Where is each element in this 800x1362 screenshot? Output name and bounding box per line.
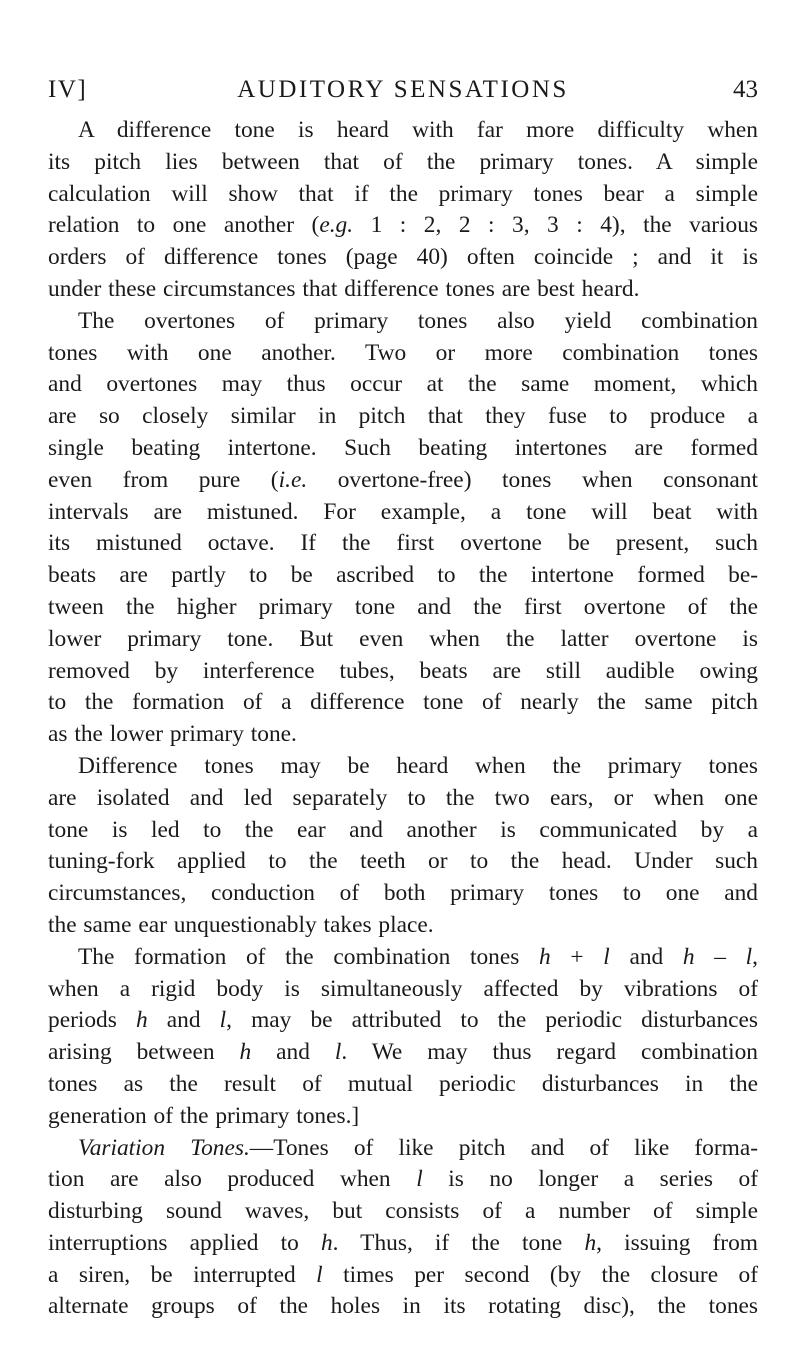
- text-segment: a siren, be interrupted: [48, 1261, 317, 1288]
- text-line: [48, 433, 758, 465]
- text-segment: removed by interference tubes, beats are still audible owing: [48, 657, 758, 684]
- italic-segment: l: [745, 943, 753, 970]
- text-line: [48, 783, 758, 815]
- text-line: [48, 497, 758, 529]
- text-segment: circumstances, conduction of both primary tones to one and: [48, 880, 758, 907]
- italic-segment: h: [239, 1039, 252, 1066]
- text-segment: and overtones may thus occur at the same moment, which: [48, 371, 758, 398]
- text-segment: tion are also produced when: [48, 1166, 417, 1193]
- text-line: [48, 846, 758, 878]
- text-segment: relation to one another (: [48, 212, 320, 239]
- text-segment: Difference tones may be heard when the primary tones: [78, 752, 758, 779]
- text-line: [48, 528, 758, 560]
- text-segment: periods: [48, 1007, 136, 1034]
- italic-segment: i.e.: [278, 466, 308, 493]
- text-segment: to the formation of a difference tone of nearly the same pitch: [48, 689, 758, 716]
- text-segment: overtone-free) tones when consonant: [307, 466, 758, 493]
- text-line: [48, 115, 758, 147]
- text-line: [48, 274, 758, 306]
- italic-segment: l: [603, 943, 610, 970]
- text-line: [48, 592, 758, 624]
- italic-segment: Variation Tones.: [78, 1134, 250, 1161]
- text-line: [48, 687, 758, 719]
- text-line: [48, 1069, 758, 1101]
- text-line: [48, 210, 758, 242]
- running-title: AUDITORY SENSATIONS: [237, 76, 569, 103]
- italic-segment: l: [219, 1007, 227, 1034]
- text-segment: intervals are mistuned. For example, a tone will beat with: [48, 498, 758, 525]
- text-line: [48, 560, 758, 592]
- italic-segment: h: [682, 943, 695, 970]
- text-segment: tuning-fork applied to the teeth or to the head. Under such: [48, 848, 758, 875]
- text-line: [48, 1228, 758, 1260]
- text-segment: tones as the result of mutual periodic disturbances in the: [48, 1070, 758, 1097]
- text-segment: and: [251, 1039, 335, 1066]
- body-text: [48, 115, 758, 1323]
- text-segment: generation of the primary tones.]: [48, 1102, 360, 1129]
- text-segment: under these circumstances that difference tones are best heard.: [48, 275, 640, 302]
- text-line: [48, 242, 758, 274]
- text-segment: the same ear unquestionably takes place.: [48, 911, 434, 938]
- text-segment: , may be attributed to the periodic disturbances: [226, 1007, 759, 1034]
- text-line: [48, 878, 758, 910]
- text-line: [48, 815, 758, 847]
- text-segment: beats are partly to be ascribed to the intertone formed be-: [48, 562, 758, 589]
- text-segment: are so closely similar in pitch that they fuse to produce a: [48, 403, 758, 430]
- text-line: [48, 1005, 758, 1037]
- text-line: [48, 369, 758, 401]
- text-segment: tone is led to the ear and another is communicated by a: [48, 816, 758, 843]
- text-line: [48, 624, 758, 656]
- text-line: [48, 1291, 758, 1323]
- text-segment: , issuing from: [596, 1229, 758, 1256]
- italic-segment: h: [320, 1229, 333, 1256]
- text-segment: ,: [752, 943, 758, 970]
- text-segment: its pitch lies between that of the primary tones. A simple: [48, 148, 758, 175]
- italic-segment: h: [539, 943, 551, 970]
- text-line: [48, 147, 758, 179]
- text-segment: as the lower primary tone.: [48, 721, 297, 748]
- text-line: [48, 719, 758, 751]
- italic-segment: l: [316, 1261, 323, 1288]
- text-segment: interruptions applied to: [48, 1229, 321, 1256]
- text-line: [48, 465, 758, 497]
- text-segment: are isolated and led separately to the two ears, or when one: [48, 784, 758, 811]
- running-header: [48, 76, 758, 116]
- text-segment: lower primary tone. But even when the latter overtone is: [48, 625, 758, 652]
- text-segment: The formation of the combination tones: [78, 943, 540, 970]
- text-line: [48, 1196, 758, 1228]
- text-segment: The overtones of primary tones also yield combination: [78, 307, 758, 334]
- text-segment: even from pure (: [48, 466, 279, 493]
- text-segment: alternate groups of the holes in its rotating disc), the tones: [48, 1293, 758, 1320]
- italic-segment: h: [135, 1007, 148, 1034]
- text-line: [48, 1133, 758, 1165]
- text-segment: tones with one another. Two or more combination tones: [48, 339, 758, 366]
- text-line: [48, 1164, 758, 1196]
- text-segment: A difference tone is heard with far more difficulty when: [78, 117, 758, 143]
- italic-segment: l: [416, 1166, 423, 1193]
- text-segment: when a rigid body is simultaneously affected by vibrations of: [48, 975, 758, 1002]
- text-segment: arising between: [48, 1039, 240, 1066]
- italic-segment: h: [584, 1229, 597, 1256]
- text-segment: disturbing sound waves, but consists of a number of simple: [48, 1198, 758, 1225]
- text-segment: tween the higher primary tone and the first overtone of the: [48, 593, 758, 620]
- text-line: [48, 751, 758, 783]
- text-segment: –: [694, 943, 746, 970]
- text-segment: and: [609, 943, 683, 970]
- italic-segment: e.g.: [319, 212, 354, 239]
- text-line: [48, 1101, 758, 1133]
- italic-segment: l: [334, 1039, 342, 1066]
- text-line: [48, 1037, 758, 1069]
- page-number: 43: [733, 76, 758, 103]
- text-segment: +: [550, 943, 604, 970]
- text-line: [48, 401, 758, 433]
- text-segment: orders of difference tones (page 40) often coincide ; and it is: [48, 244, 758, 271]
- text-segment: is no longer a series of: [422, 1166, 758, 1193]
- text-segment: times per second (by the closure of: [322, 1261, 758, 1288]
- text-segment: and: [147, 1007, 220, 1034]
- text-line: [48, 306, 758, 338]
- text-segment: single beating intertone. Such beating intertones are formed: [48, 434, 758, 461]
- text-line: [48, 910, 758, 942]
- text-line: [48, 1260, 758, 1292]
- text-segment: calculation will show that if the primary tones bear a simple: [48, 180, 758, 207]
- text-line: [48, 656, 758, 688]
- text-segment: —Tones of like pitch and of like forma-: [249, 1134, 758, 1161]
- text-line: [48, 974, 758, 1006]
- text-segment: its mistuned octave. If the first overtone be present, such: [48, 530, 758, 557]
- text-segment: . We may thus regard combination: [341, 1039, 758, 1066]
- text-line: [48, 179, 758, 211]
- text-segment: 1 : 2, 2 : 3, 3 : 4), the various: [353, 212, 758, 239]
- chapter-marker: IV]: [48, 76, 88, 103]
- text-line: [48, 942, 758, 974]
- text-line: [48, 338, 758, 370]
- text-segment: . Thus, if the tone: [332, 1229, 585, 1256]
